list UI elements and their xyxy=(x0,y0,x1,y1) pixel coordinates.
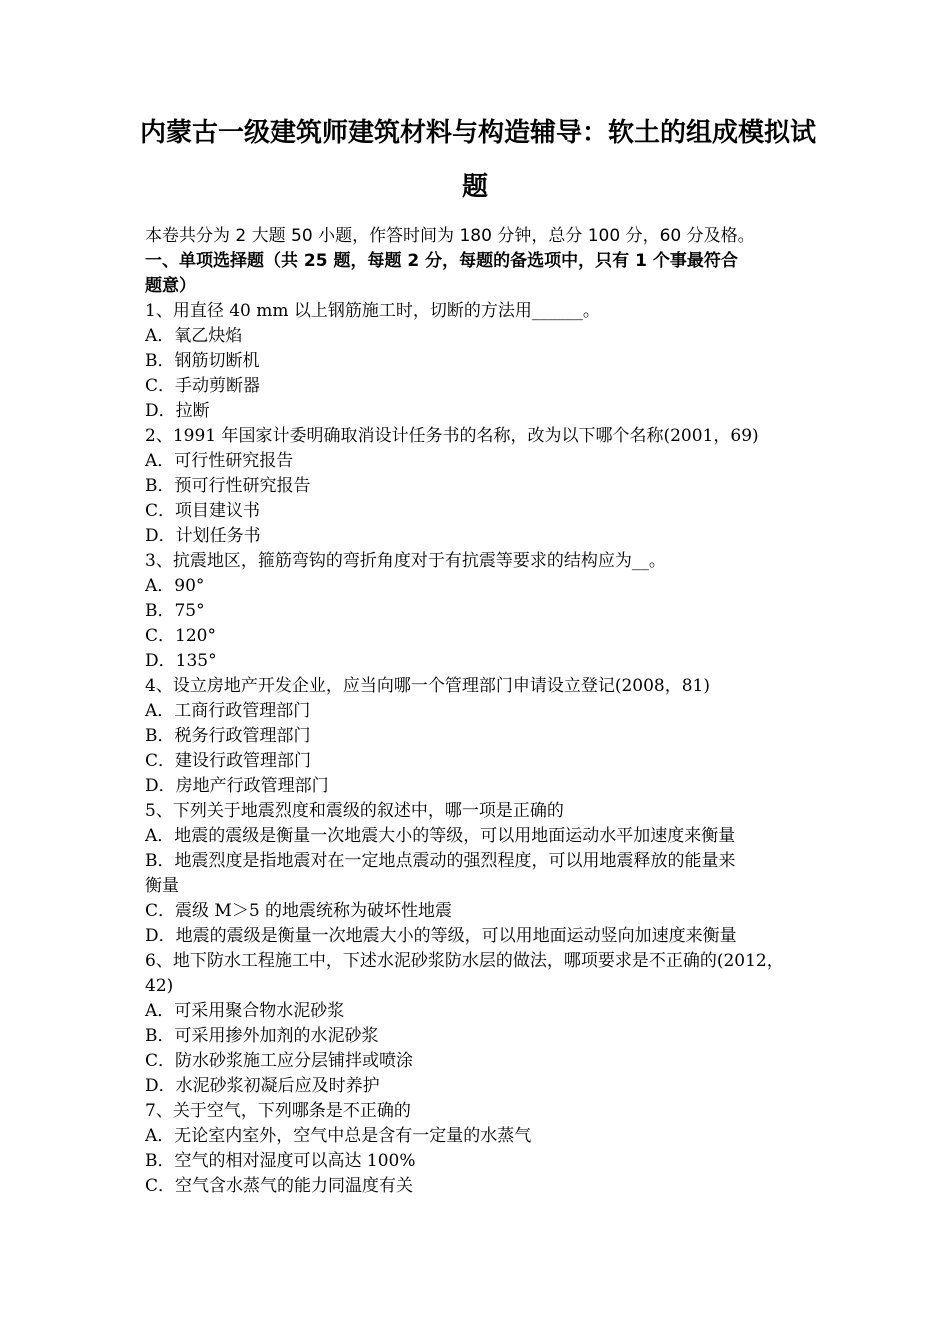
document-title-line-1: 内蒙古一级建筑师建筑材料与构造辅导：软土的组成模拟试 xyxy=(140,118,817,148)
exam-intro: 本卷共分为 2 大题 50 小题，作答时间为 180 分钟，总分 100 分，60 分及格。 xyxy=(145,226,755,246)
question-1-option-a: A．氧乙炔焰 xyxy=(145,326,243,346)
question-3-option-d: D．135° xyxy=(145,651,217,671)
document-body xyxy=(145,224,815,1199)
question-4-option-c: C．建设行政管理部门 xyxy=(145,751,312,771)
question-6-option-a: A．可采用聚合物水泥砂浆 xyxy=(145,1001,345,1021)
question-4-option-d: D．房地产行政管理部门 xyxy=(145,776,329,796)
question-7-option-b: B．空气的相对湿度可以高达 100% xyxy=(145,1151,416,1171)
question-6-option-b: B．可采用掺外加剂的水泥砂浆 xyxy=(145,1026,379,1046)
document-title-line-2: 题 xyxy=(461,172,488,202)
question-1-option-d: D．拉断 xyxy=(145,401,210,421)
question-6-option-d: D．水泥砂浆初凝后应及时养护 xyxy=(145,1076,380,1096)
question-5-text: 5、下列关于地震烈度和震级的叙述中，哪一项是正确的 xyxy=(145,801,564,821)
question-3-option-b: B．75° xyxy=(145,601,205,621)
question-5-option-d: D．地震的震级是衡量一次地震大小的等级，可以用地面运动竖向加速度来衡量 xyxy=(145,926,737,946)
section-heading-line-2: 题意） xyxy=(145,276,196,296)
question-4-option-a: A．工商行政管理部门 xyxy=(145,701,311,721)
question-3-option-c: C．120° xyxy=(145,626,216,646)
question-1-text: 1、用直径 40 mm 以上钢筋施工时，切断的方法用______。 xyxy=(145,301,600,321)
question-5-option-b-continued: 衡量 xyxy=(145,876,179,896)
question-2-option-b: B．预可行性研究报告 xyxy=(145,476,311,496)
question-3-option-a: A．90° xyxy=(145,576,205,596)
question-5-option-c: C．震级 M＞5 的地震统称为破坏性地震 xyxy=(145,901,453,921)
question-7-option-c: C．空气含水蒸气的能力同温度有关 xyxy=(145,1176,414,1196)
question-1-option-b: B．钢筋切断机 xyxy=(145,351,260,371)
question-4-option-b: B．税务行政管理部门 xyxy=(145,726,311,746)
question-2-option-d: D．计划任务书 xyxy=(145,526,261,546)
question-7-text: 7、关于空气，下列哪条是不正确的 xyxy=(145,1101,411,1121)
question-6-text: 6、地下防水工程施工中，下述水泥砂浆防水层的做法，哪项要求是不正确的(2012， xyxy=(145,951,784,971)
question-1-option-c: C．手动剪断器 xyxy=(145,376,261,396)
question-2-text: 2、1991 年国家计委明确取消设计任务书的名称，改为以下哪个名称(2001，69) xyxy=(145,426,759,446)
section-heading-line-1: 一、单项选择题（共 25 题，每题 2 分，每题的备选项中，只有 1 个事最符合 xyxy=(145,251,738,271)
question-2-option-c: C．项目建议书 xyxy=(145,501,261,521)
question-2-option-a: A．可行性研究报告 xyxy=(145,451,294,471)
question-4-text: 4、设立房地产开发企业，应当向哪一个管理部门申请设立登记(2008，81) xyxy=(145,676,710,696)
question-6-option-c: C．防水砂浆施工应分层铺拌或喷涂 xyxy=(145,1051,414,1071)
question-6-text-continued: 42) xyxy=(145,976,174,996)
question-5-option-b: B．地震烈度是指地震对在一定地点震动的强烈程度，可以用地震释放的能量来 xyxy=(145,851,736,871)
question-5-option-a: A．地震的震级是衡量一次地震大小的等级，可以用地面运动水平加速度来衡量 xyxy=(145,826,736,846)
question-3-text: 3、抗震地区，箍筋弯钩的弯折角度对于有抗震等要求的结构应为__。 xyxy=(145,551,666,571)
question-7-option-a: A．无论室内室外，空气中总是含有一定量的水蒸气 xyxy=(145,1126,532,1146)
